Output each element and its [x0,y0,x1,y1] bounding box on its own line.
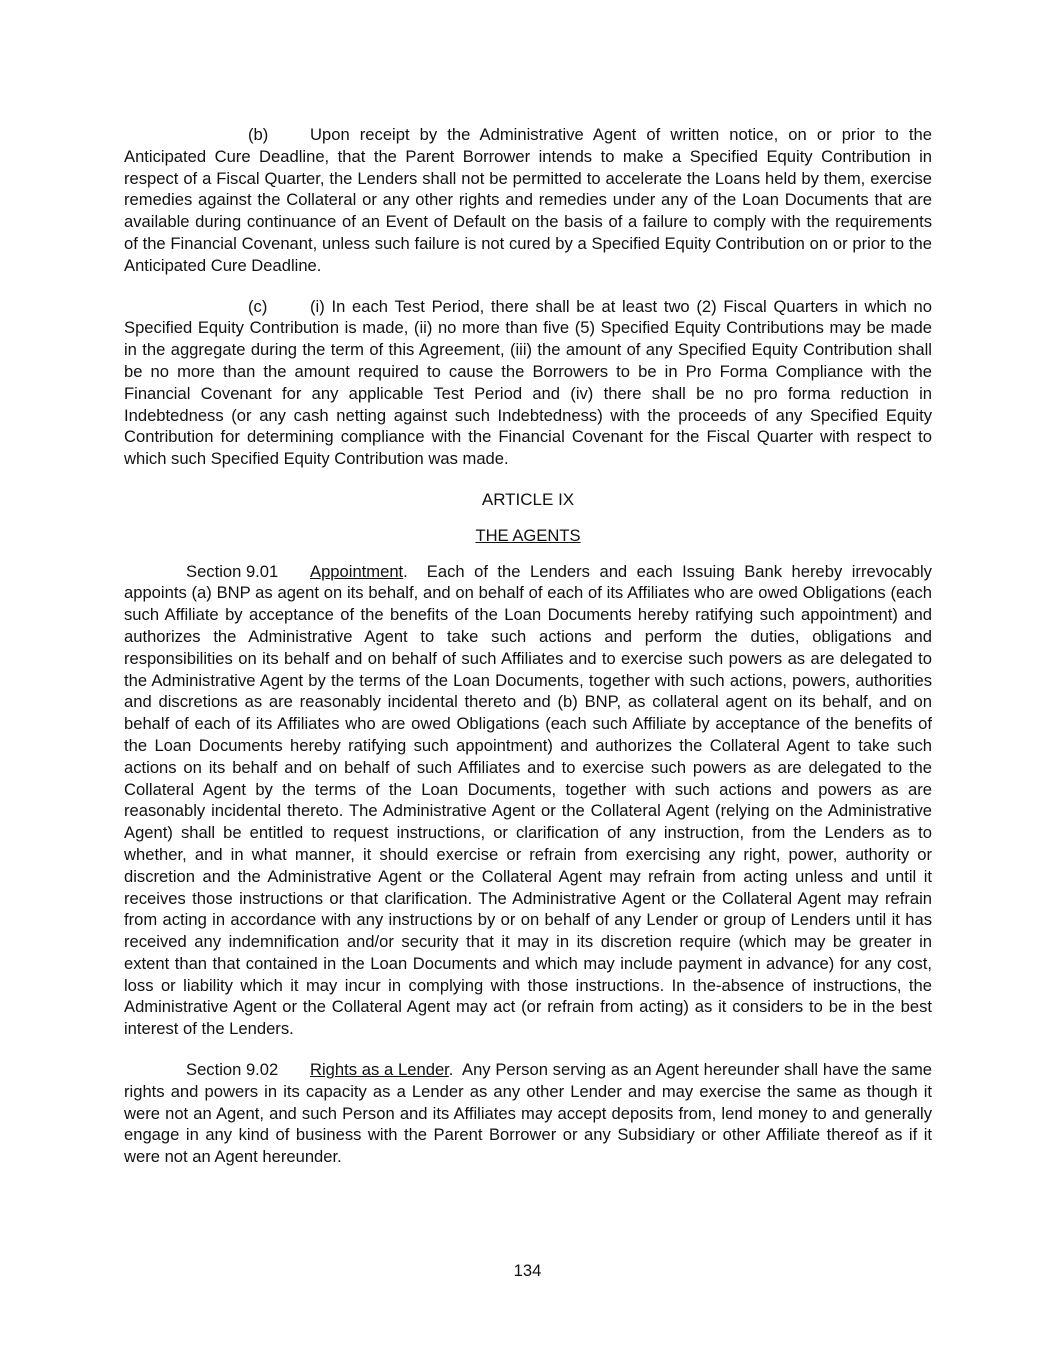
article-heading: ARTICLE IX [481,489,575,509]
section-9-01-title-period: . [403,561,427,581]
section-9-02-number: Section 9.02 [186,1060,279,1080]
page-number: 134 [513,1261,542,1280]
paragraph-b [124,124,932,277]
section-9-02-title-period: . [448,1060,462,1080]
section-9-01-text: Each of the Lenders and each Issuing Bank hereby irrevocably appoints (a) BNP as agent on its behalf, and on behalf of each of its Affiliates who are owed Obligations (each such Affiliate by acceptance of the benefits of the Loan Documents hereby ratifying such appointment) and authorizes the Administrative Agent to take such actions and perform the duties, obligations and responsibilities on its behalf and on behalf of such Affiliates and to exercise such powers as are delegated to the Administrative Agent by the terms of the Loan Documents, together with such actions, powers, authorities and discretions as are reasonably incidental thereto and (b) BNP, as collateral agent on its behalf, and on behalf of each of its Affiliates who are owed Obligations (each such Affiliate by acceptance of the benefits of the Loan Documents hereby ratifying such appointment) and authorizes the Collateral Agent to take such actions on its behalf and on behalf of such Affiliates and to exercise such powers as are delegated to the Collateral Agent by the terms of the Loan Documents, together with such actions and powers as are reasonably incidental thereto. The Administrative Agent or the Collateral Agent (relying on the Administrative Agent) shall be entitled to request instructions, or clarification of any instruction, from the Lenders as to whether, and in what manner, it should exercise or refrain from exercising any right, power, authority or discretion and the Administrative Agent or the Collateral Agent may refrain from acting unless and until it receives those instructions or that clarification. The Administrative Agent or the Collateral Agent may refrain from acting in accordance with any instructions by or on behalf of any Lender or group of Lenders until it has received any indemnification and/or security that it may in its discretion require (which may be greater in extent than that contained in the Loan Documents and which may include payment in advance) for any cost, loss or liability which it may incur in complying with those instructions. In the-absence of instructions, the Administrative Agent or the Collateral Agent may act (or refrain from acting) as it considers to be in the best interest of the Lenders. [124,561,932,1039]
section-9-02 [124,1059,932,1168]
paragraph-c-text: (i) In each Test Period, there shall be at least two (2) Fiscal Quarters in which no Specified Equity Contribution is made, (ii) no more than five (5) Specified Equity Contributions may be made in the aggregate during the term of this Agreement, (iii) the amount of any Specified Equity Contribution shall be no more than the amount required to cause the Borrowers to be in Pro Forma Compliance with the Financial Covenant for any applicable Test Period and (iv) there shall be no pro forma reduction in Indebtedness (or any cash netting against such Indebtedness) with the proceeds of any Specified Equity Contribution for determining compliance with the Financial Covenant for the Fiscal Quarter with respect to which such Specified Equity Contribution was made. [124,296,932,469]
section-9-02-text: Any Person serving as an Agent hereunder shall have the same rights and powers in its capacity as a Lender as any other Lender and may exercise the same as though it were not an Agent, and such Person and its Affiliates may accept deposits from, lend money to and generally engage in any kind of business with the Parent Borrower or any Subsidiary or other Affiliate thereof as if it were not an Agent hereunder. [124,1060,932,1167]
document-page [124,124,932,1168]
section-9-01-number: Section 9.01 [186,561,279,581]
paragraph-b-label: (b) [248,125,269,144]
section-9-01-title: Appointment [310,561,404,581]
section-9-01 [124,561,932,1041]
paragraph-b-text: Upon receipt by the Administrative Agent of written notice, on or prior to the Anticipated Cure Deadline, that the Parent Borrower intends to make a Specified Equity Contribution in respect of a Fiscal Quarter, the Lenders shall not be permitted to accelerate the Loans held by them, exercise remedies against the Collateral or any other rights and remedies under any of the Loan Documents that are available during continuance of an Event of Default on the basis of a failure to comply with the requirements of the Financial Covenant, unless such failure is not cured by a Specified Equity Contribution on or prior to the Anticipated Cure Deadline. [124,125,932,275]
paragraph-c [124,296,932,470]
paragraph-c-label: (c) [248,296,268,316]
section-9-02-title: Rights as a Lender [310,1060,449,1080]
article-subheading: THE AGENTS [475,525,581,545]
